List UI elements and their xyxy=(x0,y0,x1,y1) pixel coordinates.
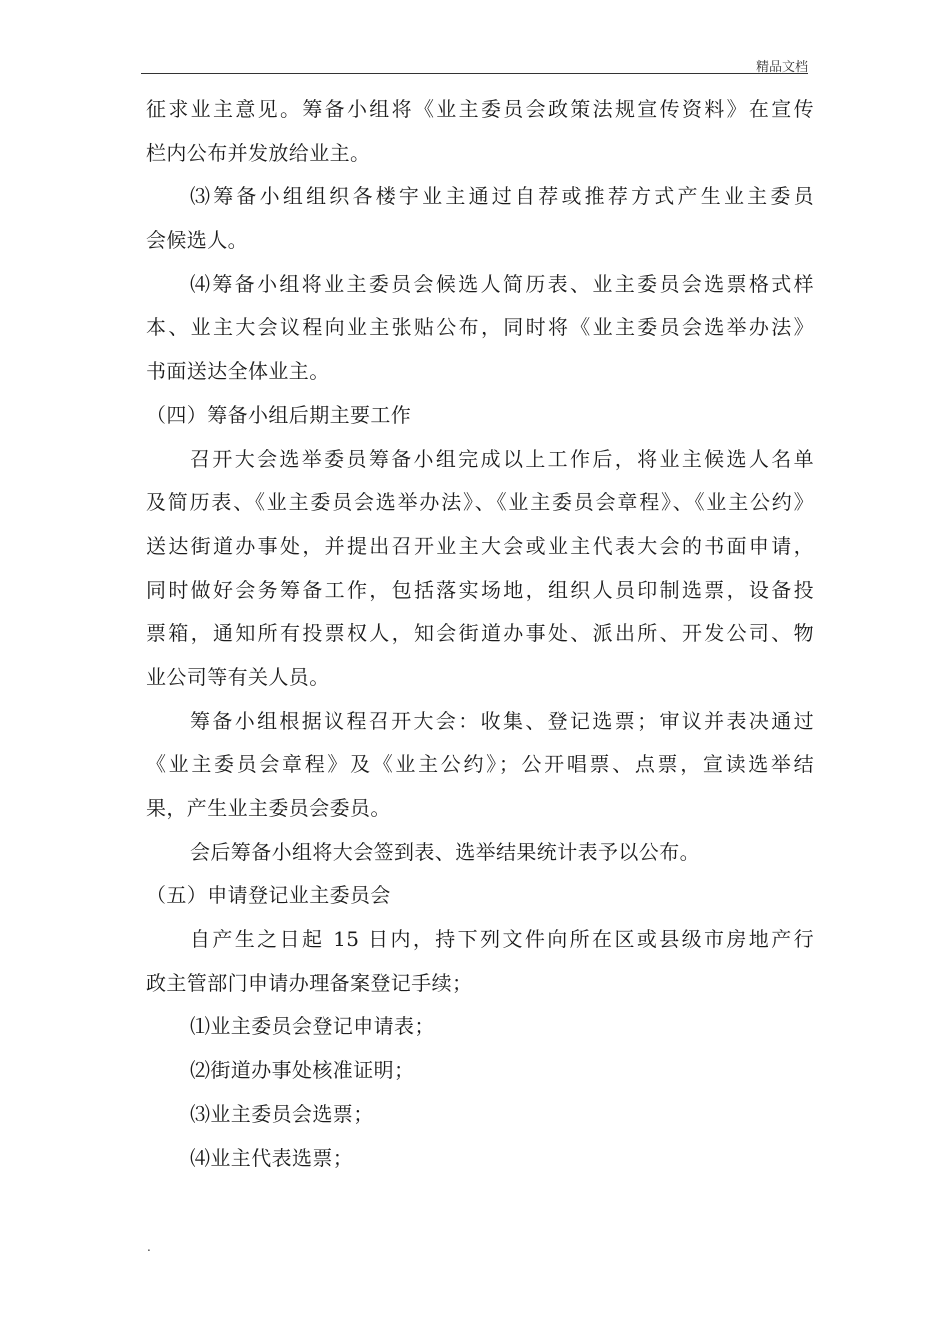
list-item: ⑷业主代表选票； xyxy=(190,1145,354,1170)
body-line: 政主管部门申请办理备案登记手续； xyxy=(146,970,473,995)
header-label: 精品文档 xyxy=(755,60,808,75)
body-line: 会候选人。 xyxy=(146,228,248,253)
body-line: 栏内公布并发放给业主。 xyxy=(146,140,371,165)
body-line: 同时做好会务筹备工作，包括落实场地，组织人员印制选票，设备投 xyxy=(146,577,814,602)
body-line: 会后筹备小组将大会签到表、选举结果统计表予以公布。 xyxy=(190,839,700,864)
body-line: 书面送达全体业主。 xyxy=(146,359,330,384)
footer-mark: . xyxy=(147,1240,151,1254)
body-line: 本、业主大会议程向业主张贴公布，同时将《业主委员会选举办法》 xyxy=(146,315,814,340)
body-line: 业公司等有关人员。 xyxy=(146,664,330,689)
document-body xyxy=(146,88,814,1180)
section-heading: （五）申请登记业主委员会 xyxy=(146,883,391,908)
list-item: ⑴业主委员会登记申请表； xyxy=(190,1014,435,1039)
body-line: 及简历表、《业主委员会选举办法》、《业主委员会章程》、《业主公约》 xyxy=(146,490,814,515)
header-rule xyxy=(141,73,808,74)
body-line: 自产生之日起 15 日内，持下列文件向所在区或县级市房地产行 xyxy=(190,927,814,952)
body-line: 《业主委员会章程》及《业主公约》；公开唱票、点票，宣读选举结 xyxy=(146,752,814,777)
body-line: ⑶筹备小组组织各楼宇业主通过自荐或推荐方式产生业主委员 xyxy=(190,184,814,209)
body-line: 果，产生业主委员会委员。 xyxy=(146,796,391,820)
body-line: 送达街道办事处，并提出召开业主大会或业主代表大会的书面申请， xyxy=(146,533,814,558)
body-line: 征求业主意见。筹备小组将《业主委员会政策法规宣传资料》在宣传 xyxy=(146,97,814,121)
body-line: 召开大会选举委员筹备小组完成以上工作后，将业主候选人名单 xyxy=(190,446,814,471)
body-line: 筹备小组根据议程召开大会：收集、登记选票；审议并表决通过 xyxy=(190,708,814,733)
body-line: 票箱，通知所有投票权人，知会街道办事处、派出所、开发公司、物 xyxy=(146,621,814,646)
list-item: ⑶业主委员会选票； xyxy=(190,1101,374,1126)
body-line: ⑷筹备小组将业主委员会候选人简历表、业主委员会选票格式样 xyxy=(190,271,814,296)
section-heading: （四）筹备小组后期主要工作 xyxy=(146,402,412,427)
list-item: ⑵街道办事处核准证明； xyxy=(190,1058,415,1083)
